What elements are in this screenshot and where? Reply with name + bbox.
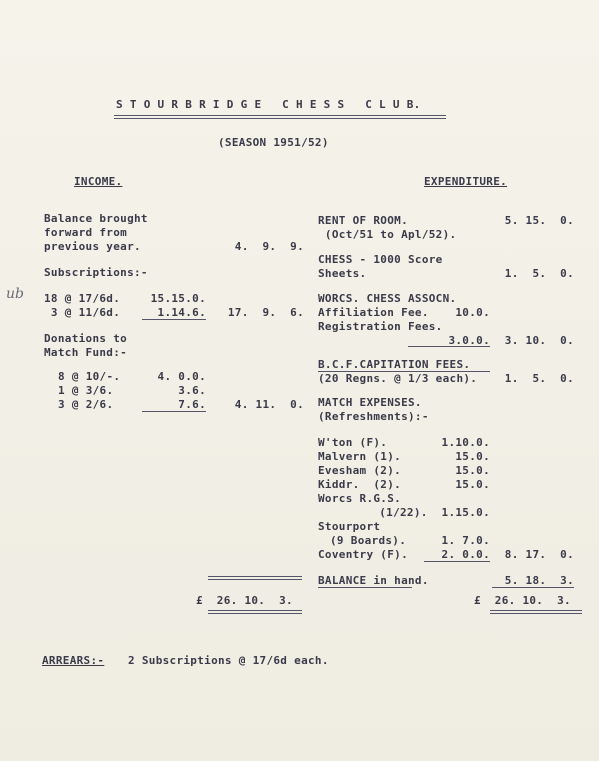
- subscriptions-label: Subscriptions:-: [44, 266, 148, 279]
- expenditure-total-rule: [490, 610, 582, 614]
- worcs-amount: 3. 10. 0.: [504, 334, 574, 347]
- arrears-label: ARREARS:-: [42, 654, 105, 667]
- match-desc-3: Evesham (2).: [318, 464, 402, 477]
- match-desc-6b: (9 Boards).: [330, 534, 407, 547]
- donation-sub-1: 4. 0.0.: [157, 370, 206, 383]
- bcf-line-1: B.C.F.CAPITATION FEES.: [318, 358, 471, 371]
- balance-brought-line-2: forward from: [44, 226, 128, 239]
- expenditure-grand-total: £ 26. 10. 3.: [474, 594, 571, 607]
- subs-sub-2: 1.14.6.: [157, 306, 206, 319]
- affiliation-label: Affiliation Fee.: [318, 306, 429, 319]
- donations-line-1: Donations to: [44, 332, 128, 345]
- pencil-note: ub: [6, 286, 24, 302]
- balance-brought-line-1: Balance brought: [44, 212, 148, 225]
- affiliation-sub: 10.0.: [455, 306, 490, 319]
- match-sub-1: 1.10.0.: [441, 436, 490, 449]
- chess-sheets-amount: 1. 5. 0.: [504, 267, 574, 280]
- match-line-1: MATCH EXPENSES.: [318, 396, 422, 409]
- rent-line-2: (Oct/51 to Apl/52).: [318, 228, 457, 241]
- match-amount: 8. 17. 0.: [504, 548, 574, 561]
- income-total-rule-bottom: [208, 610, 302, 614]
- donations-total: 4. 11. 0.: [234, 398, 304, 411]
- match-desc-1: W'ton (F).: [318, 436, 388, 449]
- worcs-subtotal-rule: [408, 346, 490, 347]
- match-sub-7: 2. 0.0.: [441, 548, 490, 561]
- donation-desc-1: 8 @ 10/-.: [58, 370, 121, 383]
- registration-sub: 3.0.0.: [448, 334, 490, 347]
- subs-total: 17. 9. 6.: [227, 306, 304, 319]
- chess-sheets-line-1: CHESS - 1000 Score: [318, 253, 443, 266]
- match-sub-3: 15.0.: [455, 464, 490, 477]
- match-sub-5: (1/22). 1.15.0.: [379, 506, 490, 519]
- chess-sheets-line-2: Sheets.: [318, 267, 367, 280]
- balance-brought-line-3: previous year.: [44, 240, 141, 253]
- balance-brought-amount: 4. 9. 9.: [234, 240, 304, 253]
- donations-subtotal-rule: [142, 411, 206, 412]
- subs-desc-2: 3 @ 11/6d.: [44, 306, 121, 319]
- income-total-rule-top: [208, 576, 302, 580]
- match-desc-2: Malvern (1).: [318, 450, 402, 463]
- subs-sub-1: 15.15.0.: [150, 292, 206, 305]
- match-desc-7: Coventry (F).: [318, 548, 408, 561]
- match-desc-5: Worcs R.G.S.: [318, 492, 402, 505]
- match-desc-6: Stourport: [318, 520, 381, 533]
- balance-in-hand-amount: 5. 18. 3.: [504, 574, 574, 587]
- title-underline: [114, 115, 446, 119]
- balance-amount-rule: [492, 587, 574, 588]
- match-sub-4: 15.0.: [455, 478, 490, 491]
- balance-in-hand-label: BALANCE in hand.: [318, 574, 429, 587]
- match-sub-2: 15.0.: [455, 450, 490, 463]
- subs-subtotal-rule: [142, 319, 206, 320]
- balance-label-rule: [318, 587, 412, 588]
- match-sub-6: 1. 7.0.: [441, 534, 490, 547]
- registration-label: Registration Fees.: [318, 320, 443, 333]
- worcs-assocn: WORCS. CHESS ASSOCN.: [318, 292, 457, 305]
- income-grand-total: £ 26. 10. 3.: [196, 594, 293, 607]
- income-heading: INCOME.: [74, 175, 123, 188]
- match-desc-4: Kiddr. (2).: [318, 478, 402, 491]
- rent-line-1: RENT OF ROOM.: [318, 214, 408, 227]
- season-label: (SEASON 1951/52): [218, 136, 329, 149]
- donations-line-2: Match Fund:-: [44, 346, 128, 359]
- expenditure-heading: EXPENDITURE.: [424, 175, 508, 188]
- match-subtotal-rule: [424, 561, 490, 562]
- bcf-amount: 1. 5. 0.: [504, 372, 574, 385]
- rent-amount: 5. 15. 0.: [504, 214, 574, 227]
- donation-sub-3: 7.6.: [178, 398, 206, 411]
- bcf-line-2: (20 Regns. @ 1/3 each).: [318, 372, 478, 385]
- donation-desc-2: 1 @ 3/6.: [58, 384, 114, 397]
- match-line-2: (Refreshments):-: [318, 410, 429, 423]
- donation-desc-3: 3 @ 2/6.: [58, 398, 114, 411]
- club-title: S T O U R B R I D G E C H E S S C L U B.: [116, 98, 421, 111]
- donation-sub-2: 3.6.: [178, 384, 206, 397]
- subs-desc-1: 18 @ 17/6d.: [44, 292, 121, 305]
- arrears-text: 2 Subscriptions @ 17/6d each.: [128, 654, 329, 667]
